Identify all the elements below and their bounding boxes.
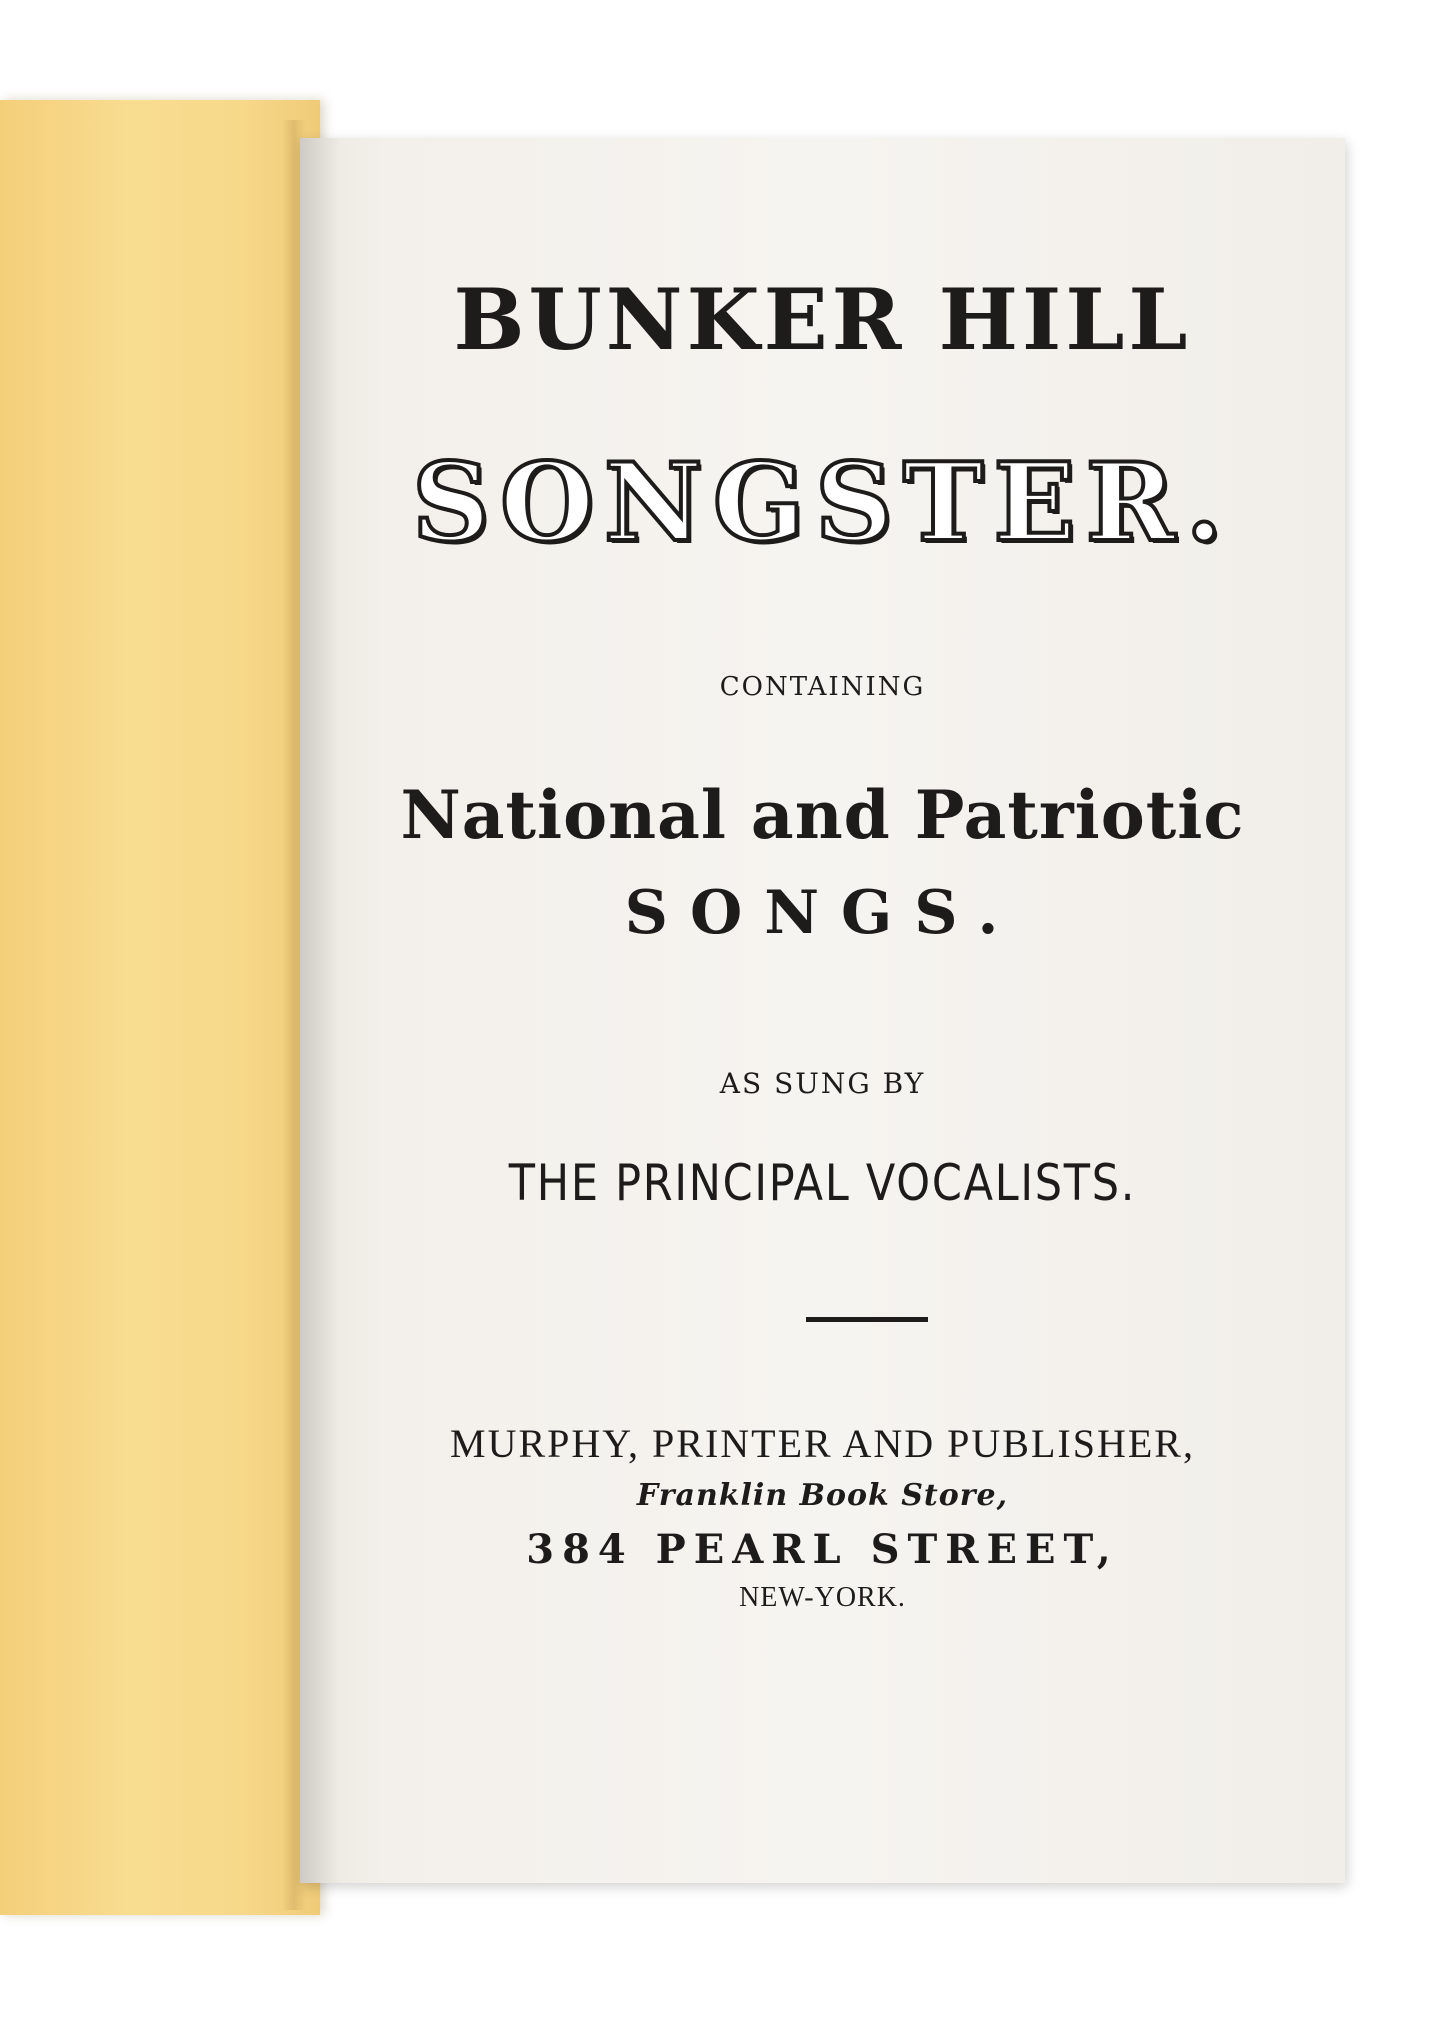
page-gutter-shadow (300, 138, 340, 1883)
street-text: 384 PEARL STREET, (526, 1526, 1119, 1573)
containing-text: CONTAINING (719, 672, 926, 702)
title-page (300, 138, 1345, 1883)
subtitle-line-1: National and Patriotic (400, 776, 1245, 854)
city-text: NEW-YORK. (739, 1582, 906, 1613)
vocalists-text: THE PRINCIPAL VOCALISTS. (508, 1154, 1137, 1212)
yellow-cover (0, 100, 320, 1915)
divider-rule (806, 1317, 928, 1322)
title-line-2: SONGSTER. (411, 440, 1234, 566)
publisher-text: MURPHY, PRINTER AND PUBLISHER, (450, 1421, 1195, 1466)
title-line-1: BUNKER HILL (453, 270, 1192, 369)
subtitle-line-2: SONGS. (624, 878, 1021, 948)
store-text: Franklin Book Store, (636, 1478, 1009, 1513)
as-sung-by-text: AS SUNG BY (719, 1067, 926, 1100)
